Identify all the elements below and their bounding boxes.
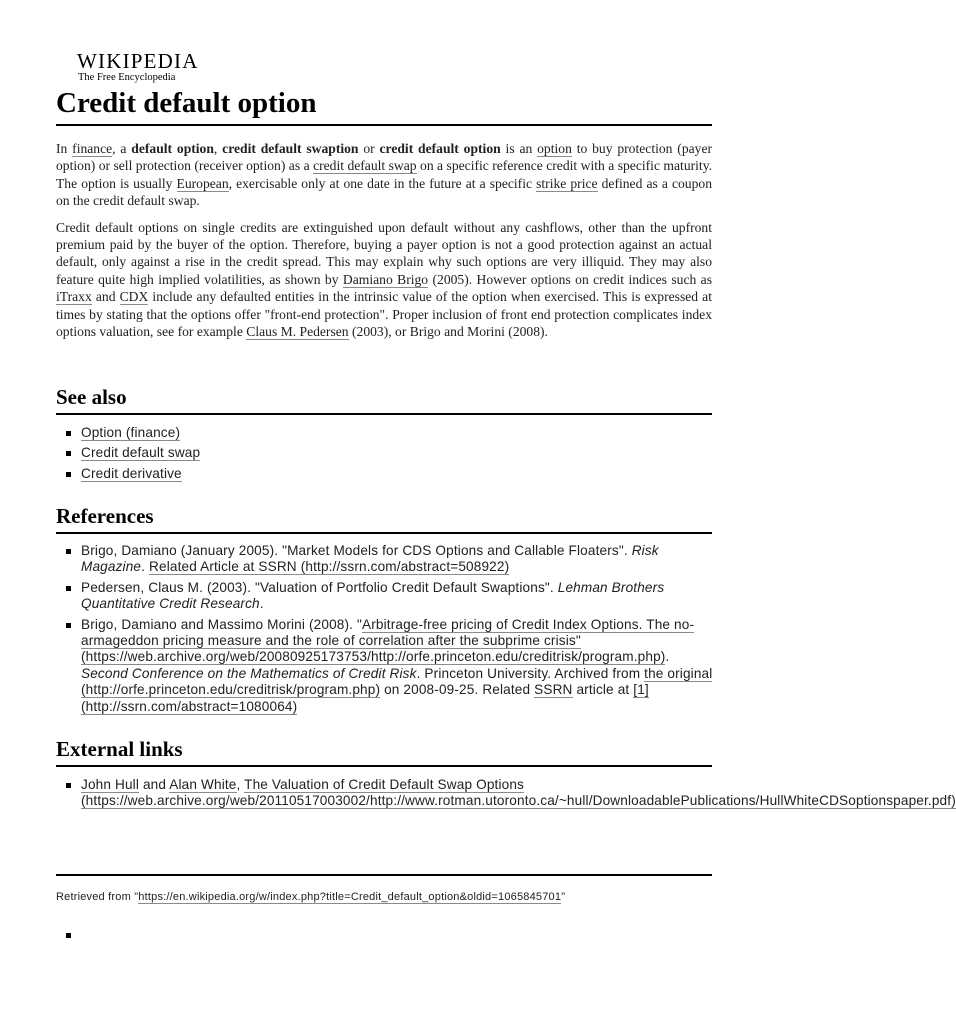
- text-run: ,: [213, 141, 223, 156]
- reference-item: [66, 617, 714, 715]
- logo-tagline: The Free Encyclopedia: [78, 72, 176, 83]
- wikipedia-logo[interactable]: [77, 50, 199, 84]
- section-heading-references: References: [56, 503, 712, 534]
- link-credit-default-swap[interactable]: credit default swap: [313, 158, 417, 174]
- text-run: Credit default options on single credits are extinguished upon default without any cashflows, other than the upfront premium paid by the buyer of the option. Therefore, buying a payer option is not a good protection against an actual default, only against a rise in the credit spread. This may explain why such options are very illiquid. They may also feature quite high implied volatilities, as shown by: [56, 219, 712, 287]
- link-retrieved-url[interactable]: https://en.wikipedia.org/w/index.php?title=Credit_default_option&oldid=1065845701: [138, 891, 562, 903]
- link-itraxx[interactable]: iTraxx: [56, 289, 92, 305]
- retrieved-from: [56, 890, 712, 904]
- journal-title: Risk Magazine: [81, 543, 659, 575]
- text-run: .: [665, 649, 670, 665]
- list-item: [66, 466, 714, 482]
- link-damiano-brigo[interactable]: Damiano Brigo: [342, 271, 429, 287]
- see-also-list: [66, 425, 714, 486]
- link-john-hull[interactable]: John Hull: [81, 777, 140, 792]
- link-alan-white[interactable]: Alan White: [169, 777, 237, 792]
- text-run: , a: [112, 141, 132, 156]
- link-ssrn-article[interactable]: Related Article at SSRN (http://ssrn.com/abstract=508922): [149, 559, 510, 575]
- section-heading-see-also: See also: [56, 384, 712, 415]
- link-credit-default-swap-see-also[interactable]: Credit default swap: [81, 445, 201, 461]
- footer-divider: [56, 874, 712, 876]
- reference-item: [66, 580, 714, 613]
- empty-list-bullet: [66, 933, 71, 938]
- text-run: ,: [236, 777, 245, 792]
- text-run: Pedersen, Claus M. (2003). "Valuation of Portfolio Credit Default Swaptions".: [81, 579, 558, 595]
- text-run: . Princeton University. Archived from: [416, 665, 645, 681]
- intro-paragraph: [56, 140, 712, 210]
- references-list: [66, 543, 714, 719]
- link-original-archive[interactable]: the original (http://orfe.princeton.edu/creditrisk/program.php): [81, 665, 713, 698]
- link-valuation-paper[interactable]: The Valuation of Credit Default Swap Options (https://web.archive.org/web/20110517003002/http://www.rotman.utoronto.ca/~hull/DownloadablePublications/HullWhiteCDSoptionspaper.pdf): [81, 777, 956, 809]
- text-run: Brigo, Damiano and Massimo Morini (2008). ": [81, 616, 362, 632]
- page-title: Credit default option: [56, 84, 712, 126]
- link-credit-derivative[interactable]: Credit derivative: [81, 465, 182, 481]
- link-claus-pedersen[interactable]: Claus M. Pedersen: [246, 324, 349, 340]
- link-option[interactable]: option: [537, 141, 572, 156]
- text-run: defined as a coupon on the credit default swap.: [56, 175, 712, 209]
- text-run: and: [139, 777, 170, 792]
- text-run: on 2008-09-25. Related: [380, 682, 535, 698]
- link-ssrn-abstract[interactable]: [1] (http://ssrn.com/abstract=1080064): [81, 682, 649, 714]
- text-run: (2005). However options on credit indices such as: [428, 271, 712, 287]
- list-item: [66, 425, 714, 441]
- text-run: ": [561, 891, 566, 903]
- text-run: .: [259, 596, 264, 612]
- text-run: Brigo, Damiano (January 2005). "Market Models for CDS Options and Callable Floaters".: [81, 543, 632, 558]
- text-run: In: [56, 141, 73, 156]
- link-option-finance[interactable]: Option (finance): [81, 425, 181, 440]
- reference-item: [66, 543, 714, 576]
- link-strike-price[interactable]: strike price: [536, 175, 598, 191]
- text-run: .: [141, 559, 150, 575]
- link-cdx[interactable]: CDX: [119, 289, 149, 305]
- text-run: is an: [500, 141, 538, 156]
- text-run: include any defaulted entities in the intrinsic value of the option when exercised. This is expressed at times by stating that the options offer "front-end protection". Proper inclusion of front end protection complicates index options valuation, see for example: [56, 289, 712, 340]
- logo-wordmark: WIKIPEDIA: [77, 49, 199, 73]
- text-run: and: [91, 289, 120, 305]
- external-links-list: [66, 777, 956, 814]
- link-arbitrage-free-pricing[interactable]: Arbitrage-free pricing of Credit Index Options. The no-armageddon pricing measure and the role of correlation after the subprime crisis" (https://web.archive.org/web/20080925173753/http://orfe.princeton.edu/creditrisk/program.php): [81, 616, 695, 665]
- conference-title: Second Conference on the Mathematics of Credit Risk: [81, 665, 417, 681]
- text-run: or: [358, 141, 380, 156]
- journal-title: Lehman Brothers Quantitative Credit Research: [81, 579, 665, 612]
- second-paragraph: [56, 219, 712, 341]
- text-run: to buy protection (payer option) or sell protection (receiver option) as a: [56, 141, 713, 174]
- section-heading-external-links: External links: [56, 736, 712, 767]
- link-finance[interactable]: finance: [72, 141, 113, 156]
- text-run: on a specific reference credit with a specific maturity. The option is usually: [56, 158, 713, 191]
- link-european[interactable]: European: [176, 175, 229, 191]
- text-run: (2003), or Brigo and Morini (2008).: [348, 324, 548, 340]
- text-run: , exercisable only at one date in the future at a specific: [228, 175, 537, 191]
- text-run: Retrieved from ": [56, 891, 139, 903]
- list-item: [66, 445, 714, 461]
- bold-term: credit default option: [379, 141, 501, 156]
- link-ssrn[interactable]: SSRN: [534, 682, 573, 698]
- bold-term: credit default swaption: [222, 141, 359, 156]
- article-body: [56, 140, 712, 349]
- external-link-item: [66, 777, 956, 810]
- bold-term: default option: [131, 141, 214, 156]
- text-run: article at: [572, 682, 634, 698]
